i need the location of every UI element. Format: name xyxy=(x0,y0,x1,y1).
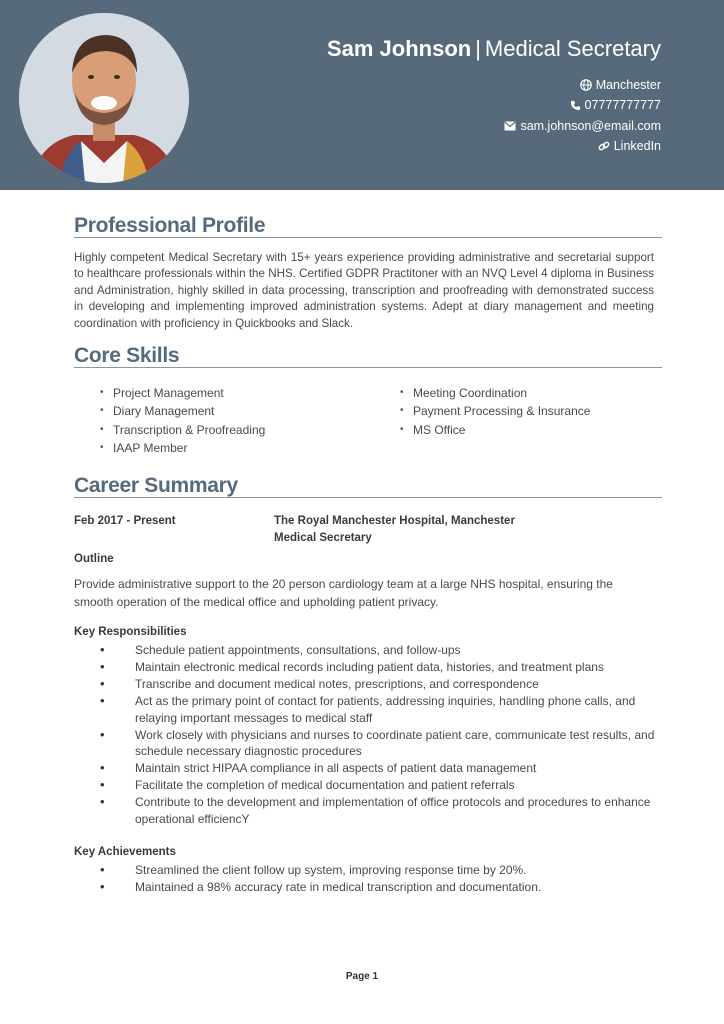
skills-list-right xyxy=(400,384,590,439)
job-title: Medical Secretary xyxy=(274,532,372,544)
candidate-role: Medical Secretary xyxy=(484,36,661,61)
responsibilities-heading: Key Responsibilities xyxy=(74,626,187,638)
achievements-heading: Key Achievements xyxy=(74,846,176,858)
profile-divider xyxy=(74,237,662,238)
outline-heading: Outline xyxy=(74,553,114,565)
skill-item: • MS Office xyxy=(400,421,590,439)
skills-divider xyxy=(74,367,662,368)
career-heading: Career Summary xyxy=(74,474,238,497)
contact-phone xyxy=(570,98,661,112)
candidate-name: Sam Johnson xyxy=(326,36,472,61)
list-item: • Schedule patient appointments, consultations, and follow-ups xyxy=(100,642,660,659)
contact-email[interactable] xyxy=(504,119,661,133)
list-item: • Maintained a 98% accuracy rate in medical transcription and documentation. xyxy=(100,879,660,896)
profile-photo xyxy=(19,13,189,183)
list-item: • Work closely with physicians and nurses to coordinate patient care, communicate test results, and schedule necessary diagnostic procedures xyxy=(100,727,660,761)
achievements-list xyxy=(100,862,660,896)
skill-item: • Meeting Coordination xyxy=(400,384,590,402)
contact-linkedin[interactable] xyxy=(598,139,661,153)
skills-list-left xyxy=(100,384,265,457)
job-dates: Feb 2017 - Present xyxy=(74,515,176,527)
skill-item: • Transcription & Proofreading xyxy=(100,421,265,439)
linkedin-text: LinkedIn xyxy=(613,139,661,153)
profile-text: Highly competent Medical Secretary with 15+ years experience providing administrative and secretarial support to healthcare professionals within the NHS. Certified GDPR Practitoner with an NVQ Level 4 diploma in Business and Administration, highly skilled in data processing, transcription and proofreading with demonstrated success in developing and implementing improved administration systems. Adept at diary management and meeting coordination with proficiency in Quickbooks and Slack. xyxy=(74,251,654,330)
phone-text: 07777777777 xyxy=(584,98,661,112)
header-banner xyxy=(0,0,724,190)
name-separator: | xyxy=(475,36,481,61)
phone-icon xyxy=(570,100,581,111)
skill-item: • Project Management xyxy=(100,384,265,402)
location-text: Manchester xyxy=(595,78,661,92)
list-item: • Maintain electronic medical records including patient data, histories, and treatment plans xyxy=(100,659,660,676)
skill-item: • Diary Management xyxy=(100,402,265,420)
list-item: • Transcribe and document medical notes, prescriptions, and correspondence xyxy=(100,676,660,693)
responsibilities-list xyxy=(100,642,660,828)
name-title-line xyxy=(327,36,661,62)
profile-heading: Professional Profile xyxy=(74,214,266,237)
skill-item: • IAAP Member xyxy=(100,439,265,457)
contact-location xyxy=(580,78,661,92)
list-item: • Streamlined the client follow up system, improving response time by 20%. xyxy=(100,862,660,879)
list-item: • Facilitate the completion of medical documentation and patient referrals xyxy=(100,777,660,794)
list-item: • Maintain strict HIPAA compliance in all aspects of patient data management xyxy=(100,760,660,777)
job-organisation: The Royal Manchester Hospital, Manchester xyxy=(274,515,515,527)
page-number: Page 1 xyxy=(345,971,379,982)
skill-item: • Payment Processing & Insurance xyxy=(400,402,590,420)
list-item: • Contribute to the development and implementation of office protocols and procedures to enhance operational efficiencY xyxy=(100,794,660,828)
email-text: sam.johnson@email.com xyxy=(520,119,661,133)
list-item: • Act as the primary point of contact for patients, addressing inquiries, handling phone calls, and relaying important messages to medical staff xyxy=(100,693,660,727)
career-divider xyxy=(74,497,662,498)
skills-heading: Core Skills xyxy=(74,344,180,367)
link-icon xyxy=(598,140,610,152)
outline-text: Provide administrative support to the 20 person cardiology team at a large NHS hospital, ensuring the smooth operation of the medical office and upholding patient privacy. xyxy=(74,577,613,609)
envelope-icon xyxy=(504,121,516,131)
globe-icon xyxy=(580,79,592,91)
